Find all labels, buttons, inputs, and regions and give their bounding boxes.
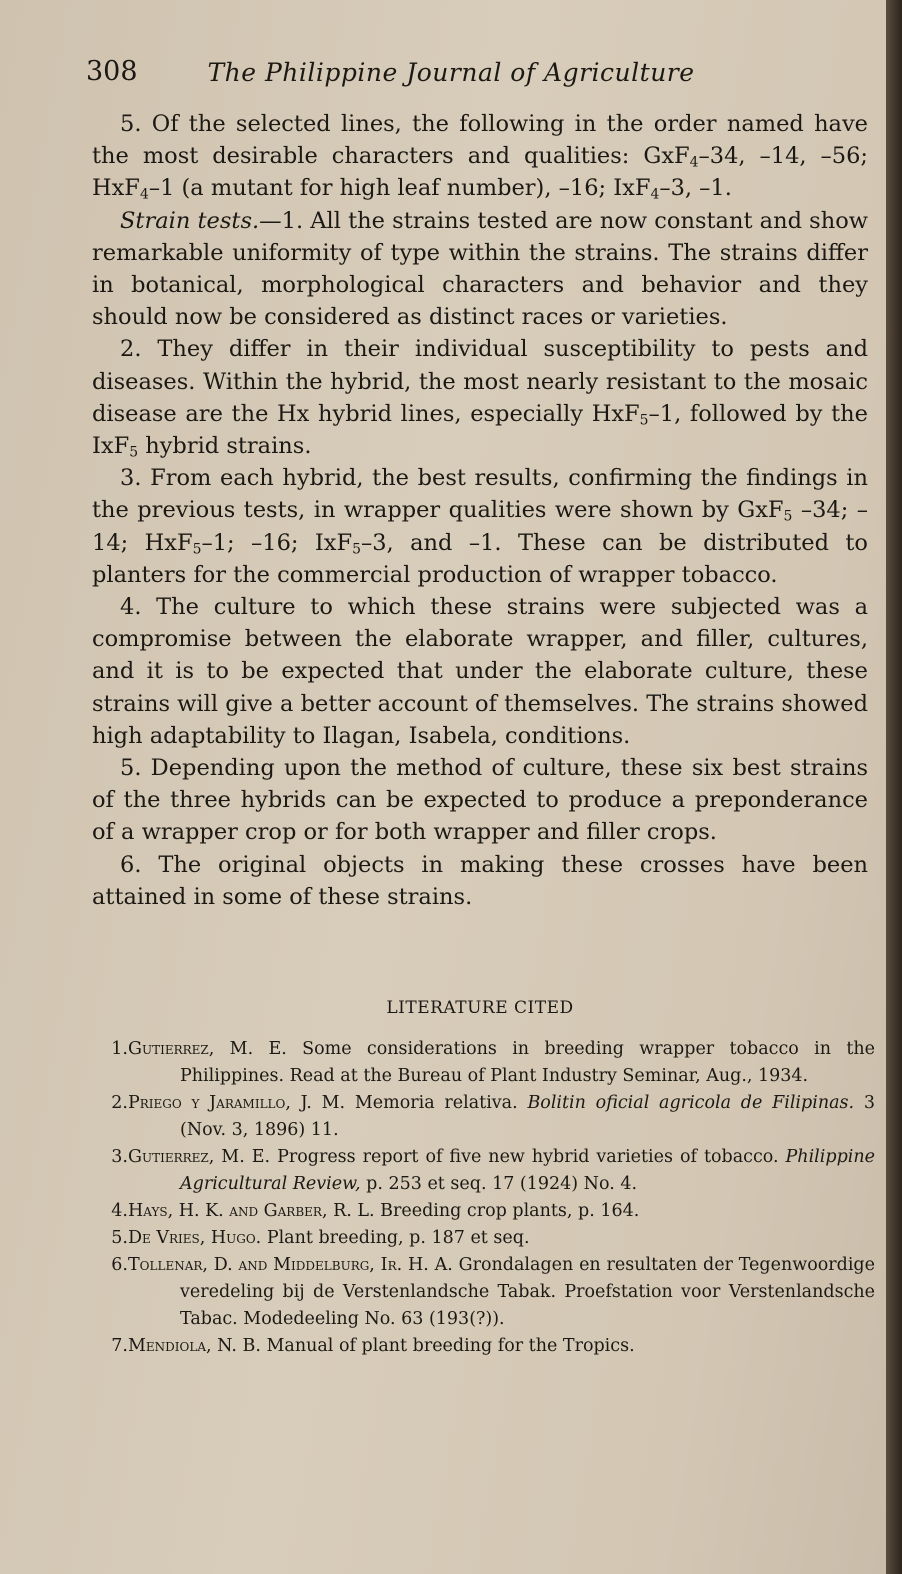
page-edge [886, 0, 902, 1574]
reference-item: 3. Gutierrez, M. E. Progress report of five new hybrid varieties of tobacco. Philippine Agricultural Review, p. 253 et seq. 17 (1924) No. 4. [111, 1147, 875, 1194]
paragraph-3-best-results: 3. From each hybrid, the best results, confirming the findings in the previous tests, in wrapper qualities were shown by GxF$_5$ –34; –14; HxF$_5$–1; –16; IxF$_5$–3, and –1. These can be distributed to planters for the commercial production of wrapper tobacco. [92, 465, 869, 588]
reference-author: Mendiola, N. B. [128, 1336, 261, 1356]
page-number: 308 [86, 56, 138, 87]
reference-author: Tollenar, D. and Middelburg, Ir. H. A. [128, 1255, 453, 1275]
paragraph-5-selected-lines: 5. Of the selected lines, the following in the order named have the most desirable characters and qualities: GxF$_4$–34, –14, –56; HxF$_4$–1 (a mutant for high leaf number), –16; IxF$_4$–3, –1. [92, 111, 868, 203]
reference-author: Priego y Jaramillo, J. M. [128, 1093, 346, 1113]
reference-item: 7. Mendiola, N. B. Manual of plant breeding for the Tropics. [111, 1336, 635, 1356]
reference-item: 5. De Vries, Hugo. Plant breeding, p. 187 et seq. [111, 1228, 530, 1248]
running-head [86, 56, 816, 96]
journal-title: The Philippine Journal of Agriculture [207, 58, 695, 87]
reference-author: Gutierrez, M. E. [128, 1039, 287, 1059]
reference-item: 2. Priego y Jaramillo, J. M. Memoria relativa. Bolitin oficial agricola de Filipinas. 3 (Nov. 3, 1896) 11. [111, 1093, 875, 1140]
paragraph-strain-tests: Strain tests.—1. All the strains tested are now constant and show remarkable uniformity of type within the strains. The strains differ in botanical, morphological characters and behavior and they should now be considered as distinct races or varieties. [92, 207, 868, 331]
reference-item: 6. Tollenar, D. and Middelburg, Ir. H. A. Grondalagen en resultaten der Tegenwoordige veredeling bij de Verstenlandsche Tabak. Proefstation voor Verstenlandsche Tabac. Modedeeling No. 63 (193(?)). [111, 1255, 875, 1329]
reference-journal: Bolitin oficial agricola de Filipinas. [527, 1093, 855, 1113]
paragraph-4-culture: 4. The culture to which these strains were subjected was a compromise between the elaborate wrapper, and filler, cultures, and it is to be expected that under the elaborate culture, these strains will give a better account of themselves. The strains showed high adaptability to Ilagan, Isabela, conditions. [92, 594, 868, 749]
reference-journal: Philippine Agricultural Review, [180, 1147, 875, 1194]
reference-list [100, 1036, 875, 1360]
paragraph-6-objects: 6. The original objects in making these crosses have been attained in some of these strains. [92, 851, 868, 910]
paragraph-2-susceptibility: 2. They differ in their individual susceptibility to pests and diseases. Within the hybrid, the most nearly resistant to the mosaic disease are the Hx hybrid lines, especially HxF$_5$–1, followed by the IxF$_5$ hybrid strains. [92, 336, 868, 461]
body-text [92, 108, 868, 913]
paragraph-5-method: 5. Depending upon the method of culture, these six best strains of the three hybrids can be expected to produce a preponderance of a wrapper crop or for both wrapper and filler crops. [92, 755, 868, 846]
literature-heading: LITERATURE CITED [386, 998, 574, 1018]
reference-item: 1. Gutierrez, M. E. Some considerations in breeding wrapper tobacco in the Philippines. Read at the Bureau of Plant Industry Seminar, Aug., 1934. [111, 1039, 875, 1086]
reference-author: De Vries, Hugo. [128, 1228, 262, 1248]
reference-author: Hays, H. K. and Garber, R. L. [128, 1201, 375, 1221]
section-label: Strain tests. [120, 207, 260, 234]
reference-item: 4. Hays, H. K. and Garber, R. L. Breeding crop plants, p. 164. [111, 1201, 640, 1221]
reference-author: Gutierrez, M. E. [128, 1147, 271, 1167]
